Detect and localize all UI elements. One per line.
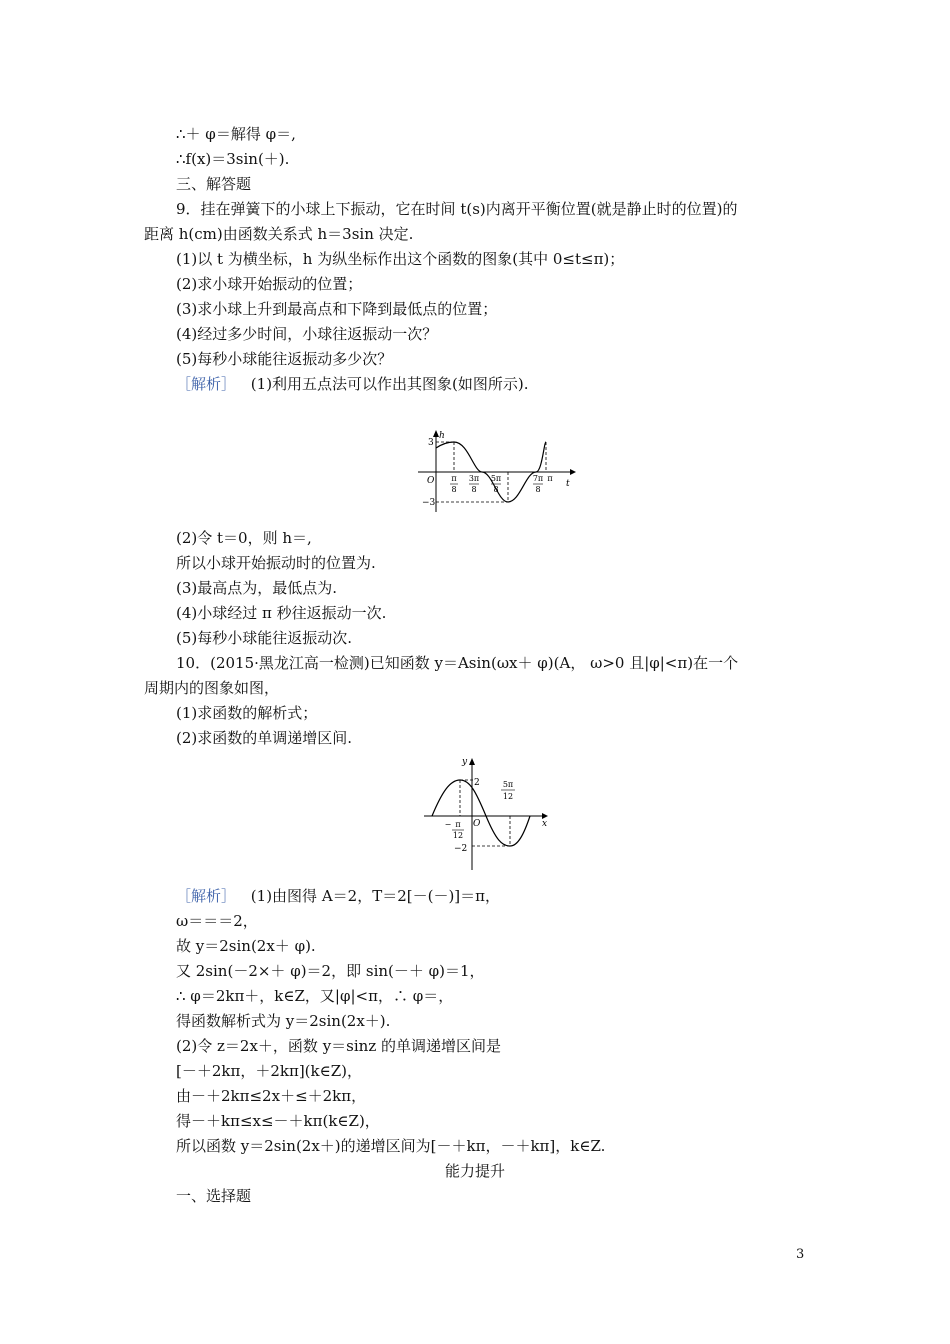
page-number: 3: [796, 1247, 805, 1262]
section-title: 能力提升: [444, 1162, 505, 1180]
answer-10-line1: [176, 886, 500, 906]
analysis-tag: ［解析］: [176, 887, 237, 905]
origin-label: O: [473, 819, 481, 829]
tick-label: 7π: [532, 474, 544, 483]
analysis-tag: ［解析］: [176, 375, 237, 393]
tick-label: 8: [471, 485, 477, 494]
answer-9-part3: (3)最高点为，最低点为.: [176, 579, 338, 597]
x-axis-label: x: [542, 819, 548, 829]
text-line: ∴＋ φ＝解得 φ＝,: [176, 125, 296, 143]
sine-graph-1: [408, 428, 584, 518]
y-max-label: 2: [474, 778, 480, 788]
answer-9-text: (1)利用五点法可以作出其图象(如图所示).: [250, 375, 529, 393]
question-9: 9．挂在弹簧下的小球上下振动，它在时间 t(s)内离开平衡位置(就是静止时的位置)的: [176, 200, 738, 218]
tick-label: 8: [451, 485, 457, 494]
answer-10-text: (1)由图得 A＝2，T＝2[－(－)]＝π，: [250, 887, 501, 905]
subsection-heading: 一、选择题: [176, 1187, 252, 1205]
answer-10-line10: 得－＋kπ≤x≤－＋kπ(k∈Z)，: [176, 1112, 380, 1130]
question-9-cont: 距离 h(cm)由函数关系式 h＝3sin 决定.: [144, 225, 414, 243]
answer-9-part5: (5)每秒小球能往返振动次.: [176, 629, 353, 647]
tick-label: 3π: [468, 474, 480, 483]
answer-9-part4: (4)小球经过 π 秒往返振动一次.: [176, 604, 387, 622]
tick-label: π: [547, 474, 553, 483]
tick-label: 5π: [490, 474, 502, 483]
answer-9-part2b: 所以小球开始振动时的位置为.: [176, 554, 376, 572]
answer-10-line2: ω＝＝＝2，: [176, 912, 258, 930]
answer-10-line6: 得函数解析式为 y＝2sin(2x＋).: [176, 1012, 391, 1030]
question-9-part1: (1)以 t 为横坐标，h 为纵坐标作出这个函数的图象(其中 0≤t≤π)；: [176, 250, 625, 268]
answer-10-line5: ∴ φ＝2kπ＋，k∈Z，又|φ|<π，∴ φ＝，: [176, 987, 454, 1005]
tick-label-sign: −: [444, 820, 452, 829]
question-9-part4: (4)经过多少时间，小球往返振动一次？: [176, 325, 438, 343]
question-10: 10．(2015·黑龙江高一检测)已知函数 y＝Asin(ωx＋ φ)(A， ω>0 且|φ|<π)在一个: [176, 654, 739, 672]
x-axis-label: t: [566, 479, 570, 489]
origin-label: O: [427, 476, 435, 486]
answer-9-part2: (2)令 t＝0，则 h＝,: [176, 529, 312, 547]
tick-label: 12: [452, 831, 464, 840]
answer-9-line1: [176, 374, 529, 394]
y-min-label: −3: [422, 498, 436, 508]
answer-10-line7: (2)令 z＝2x＋，函数 y＝sinz 的单调递增区间是: [176, 1037, 501, 1055]
answer-10-line9: 由－＋2kπ≤2x＋≤＋2kπ，: [176, 1087, 367, 1105]
tick-label: 5π: [502, 780, 514, 789]
sine-graph-2: [416, 752, 558, 874]
section-heading: 三、解答题: [176, 175, 252, 193]
tick-label: π: [455, 820, 461, 829]
tick-label: 8: [535, 485, 541, 494]
y-max-label: 3: [428, 438, 434, 448]
answer-10-line3: 故 y＝2sin(2x＋ φ).: [176, 937, 316, 955]
question-9-part5: (5)每秒小球能往返振动多少次？: [176, 350, 393, 368]
answer-10-line4: 又 2sin(－2×＋ φ)＝2，即 sin(－＋ φ)＝1，: [176, 962, 485, 980]
y-axis-label: h: [439, 431, 445, 441]
tick-label: 12: [502, 792, 514, 801]
question-10-part1: (1)求函数的解析式；: [176, 704, 318, 722]
tick-label: π: [451, 474, 457, 483]
question-10-cont: 周期内的图象如图，: [144, 679, 280, 697]
y-axis-label: y: [462, 757, 468, 767]
answer-10-line8: [－＋2kπ，＋2kπ](k∈Z)，: [176, 1062, 363, 1080]
y-min-label: −2: [454, 844, 468, 854]
question-10-part2: (2)求函数的单调递增区间.: [176, 729, 353, 747]
question-9-part2: (2)求小球开始振动的位置；: [176, 275, 363, 293]
text-line: ∴f(x)＝3sin(＋).: [176, 150, 290, 168]
question-9-part3: (3)求小球上升到最高点和下降到最低点的位置；: [176, 300, 498, 318]
answer-10-line11: 所以函数 y＝2sin(2x＋)的递增区间为[－＋kπ，－＋kπ]，k∈Z.: [176, 1137, 606, 1155]
tick-label: 8: [493, 485, 499, 494]
